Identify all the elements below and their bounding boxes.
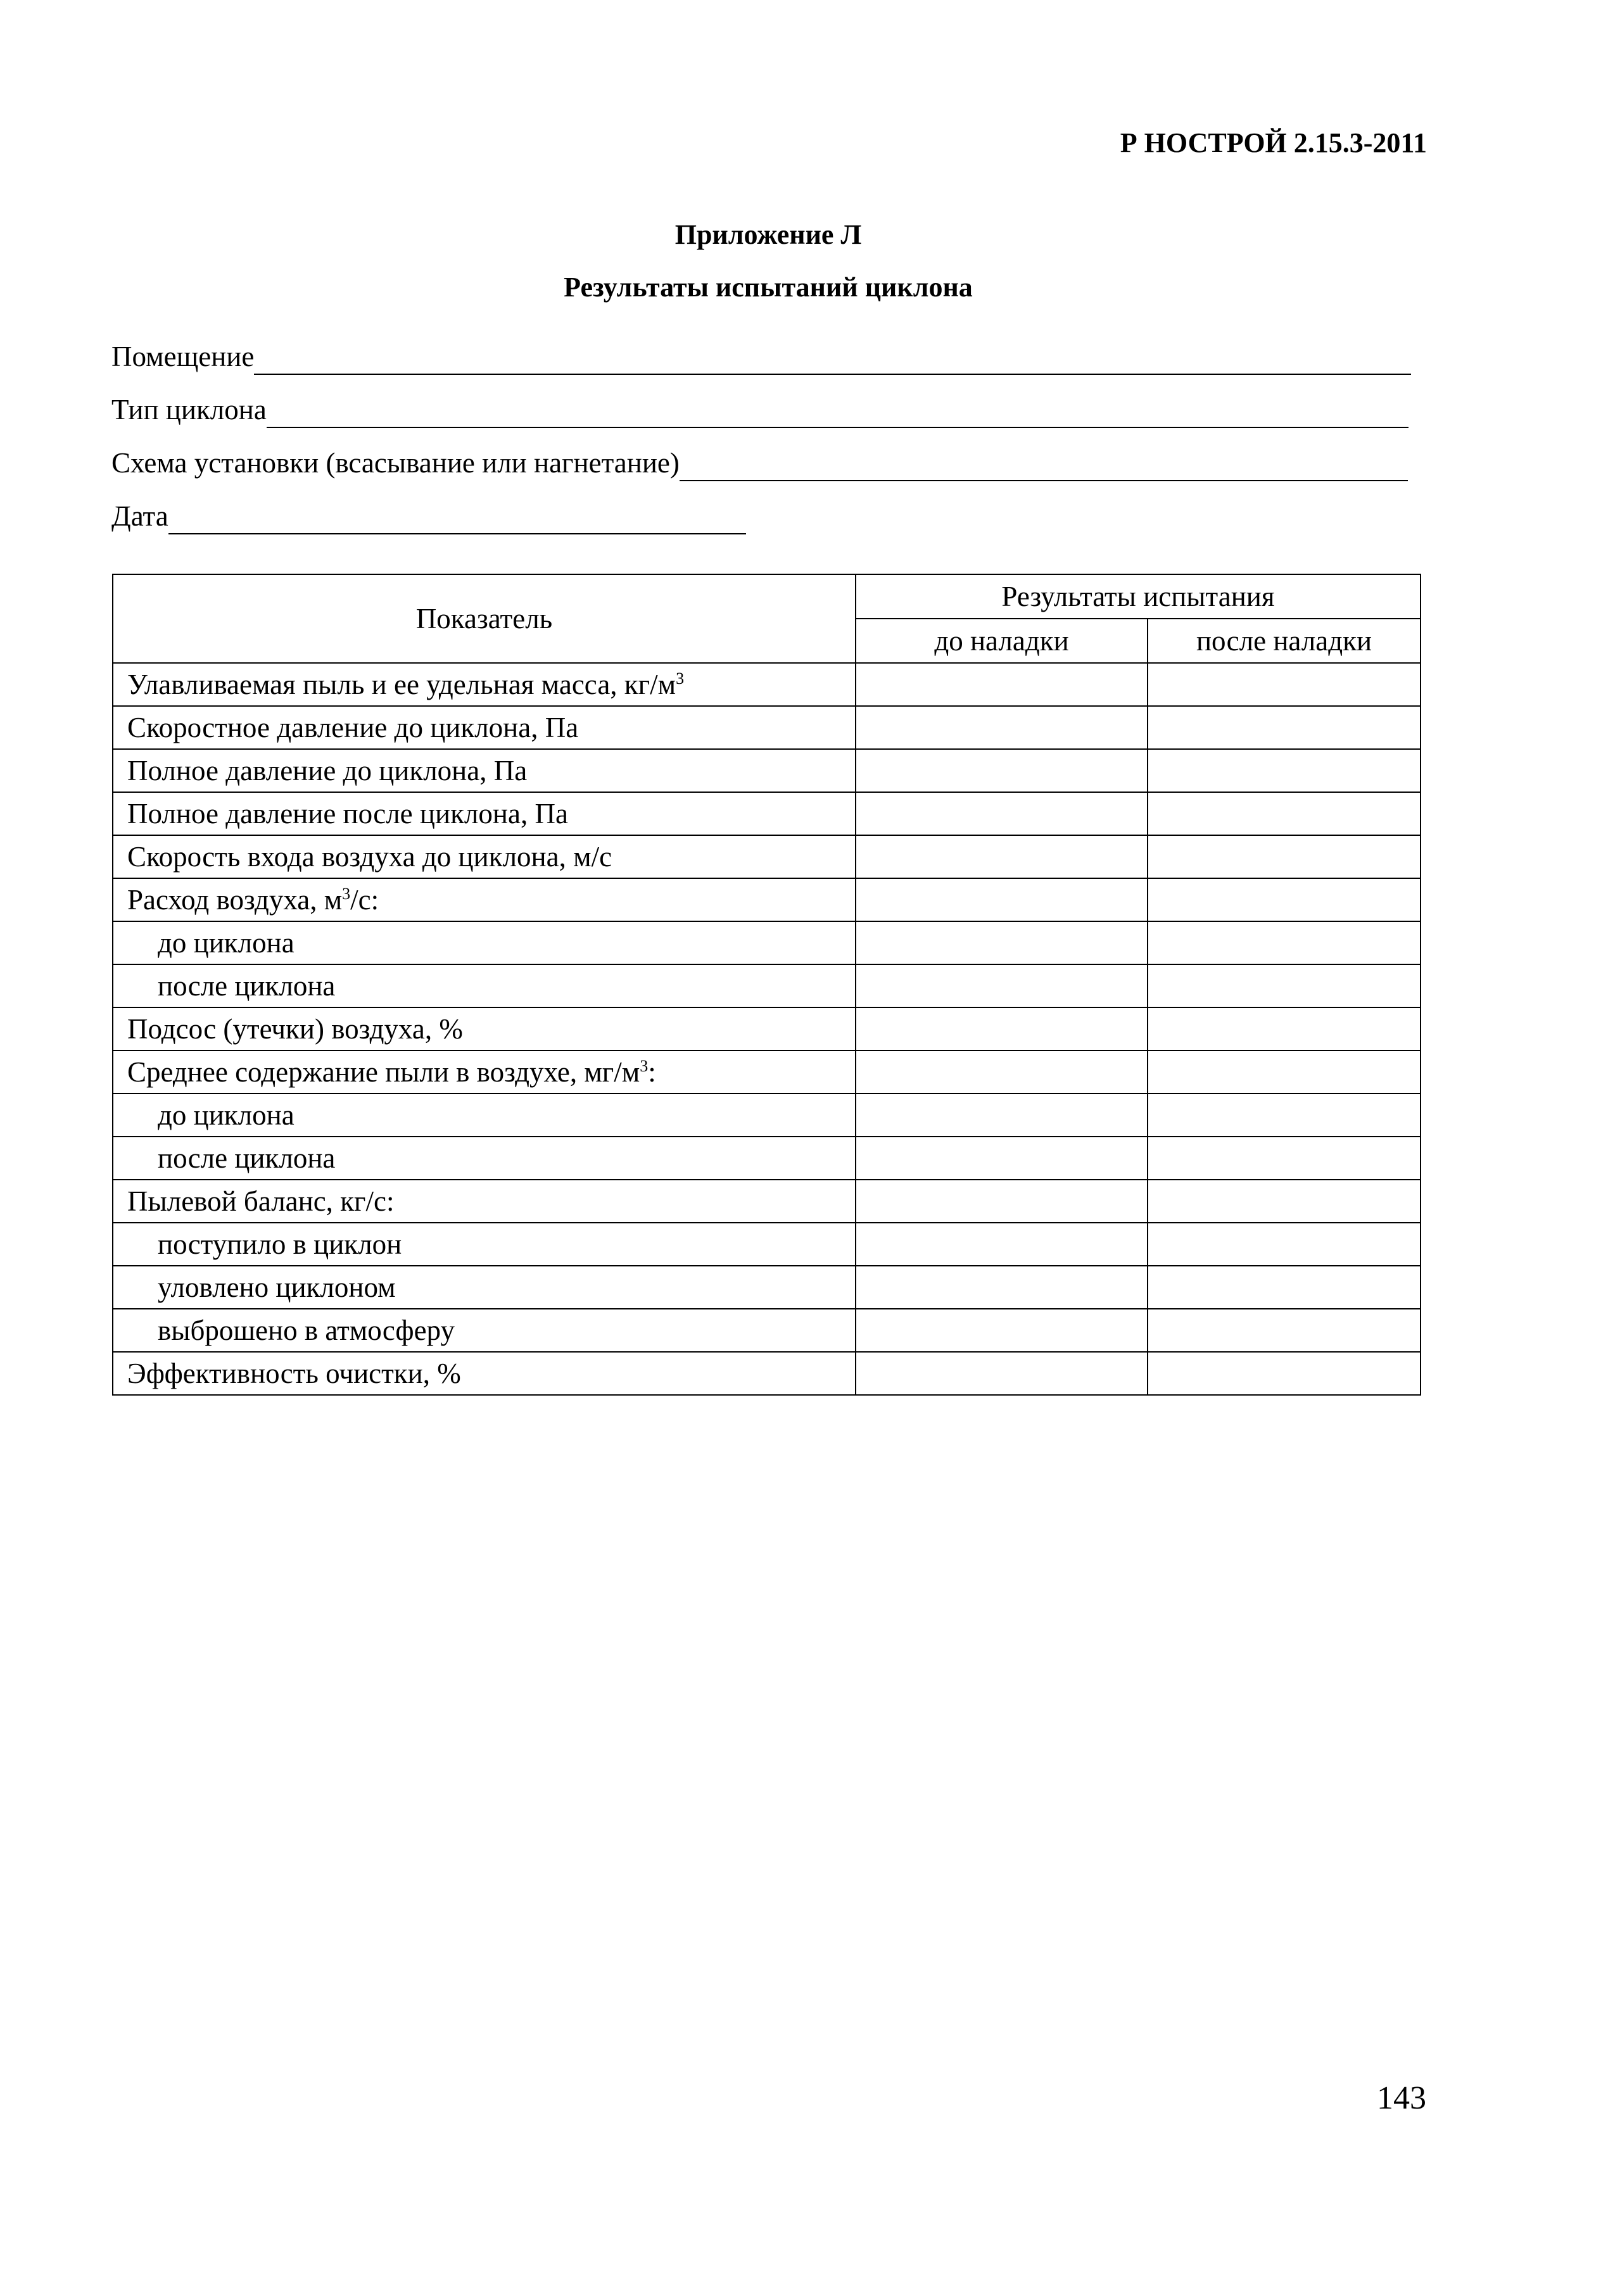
row-label [113,1309,856,1352]
scheme-field [111,443,1408,481]
table-row [113,1094,1421,1137]
after-adjustment-header: после наладки [1148,619,1421,663]
row-label-text: Скорость входа воздуха до циклона, м/с [127,841,612,873]
after-adjustment-cell[interactable] [1148,706,1421,749]
row-label [113,1137,856,1180]
table-row [113,1137,1421,1180]
table-row [113,1007,1421,1050]
appendix-label: Приложение Л [674,219,862,250]
row-label [113,1223,856,1266]
row-label-text: Улавливаемая пыль и ее удельная масса, кг/м [127,669,676,700]
before-adjustment-cell[interactable] [856,792,1148,835]
row-label [113,663,856,706]
after-adjustment-cell[interactable] [1148,663,1421,706]
table-row [113,1266,1421,1309]
before-adjustment-cell[interactable] [856,964,1148,1007]
row-label [113,1050,856,1094]
row-label [113,835,856,878]
date-field [111,496,746,534]
after-adjustment-cell[interactable] [1148,1223,1421,1266]
room-label: Помещение [111,341,255,372]
date-blank-line[interactable] [168,495,746,534]
row-label-superscript: 3 [640,1057,649,1075]
row-label [113,1352,856,1395]
room-blank-line[interactable] [254,336,1411,375]
room-field [111,337,1411,375]
table-row [113,663,1421,706]
row-label [113,1094,856,1137]
table-row [113,1309,1421,1352]
cyclone-type-field [111,390,1409,428]
before-adjustment-cell[interactable] [856,878,1148,921]
row-label [113,878,856,921]
before-adjustment-cell[interactable] [856,1352,1148,1395]
before-adjustment-cell[interactable] [856,706,1148,749]
results-header: Результаты испытания [856,574,1421,619]
after-adjustment-cell[interactable] [1148,964,1421,1007]
cyclone-type-blank-line[interactable] [267,389,1409,428]
after-adjustment-cell[interactable] [1148,749,1421,792]
row-label-text: Подсос (утечки) воздуха, % [127,1013,463,1045]
before-adjustment-cell[interactable] [856,1266,1148,1309]
after-adjustment-cell[interactable] [1148,878,1421,921]
row-label-text: выброшено в атмосферу [158,1315,455,1346]
row-label-tail: /с: [350,884,379,916]
row-label-text: Полное давление до циклона, Па [127,755,528,786]
scheme-blank-line[interactable] [680,442,1408,481]
after-adjustment-cell[interactable] [1148,1137,1421,1180]
before-adjustment-cell[interactable] [856,1137,1148,1180]
before-adjustment-cell[interactable] [856,1180,1148,1223]
date-label: Дата [111,500,168,532]
before-adjustment-cell[interactable] [856,1309,1148,1352]
appendix-title: Результаты испытаний циклона [564,272,973,303]
table-row [113,1352,1421,1395]
table-row [113,878,1421,921]
after-adjustment-cell[interactable] [1148,1309,1421,1352]
row-label-text: Эффективность очистки, % [127,1358,461,1389]
row-label-text: поступило в циклон [158,1228,402,1260]
table-row [113,1050,1421,1094]
after-adjustment-cell[interactable] [1148,1352,1421,1395]
row-label-text: до циклона [158,1099,294,1131]
before-adjustment-cell[interactable] [856,749,1148,792]
after-adjustment-cell[interactable] [1148,1050,1421,1094]
row-label-text: Скоростное давление до циклона, Па [127,712,579,743]
scheme-label: Схема установки (всасывание или нагнетание) [111,447,680,479]
row-label-superscript: 3 [342,885,351,903]
row-label-text: Полное давление после циклона, Па [127,798,568,829]
row-label [113,1266,856,1309]
indicator-header: Показатель [113,574,856,663]
row-label-text: после циклона [158,970,336,1002]
after-adjustment-cell[interactable] [1148,1266,1421,1309]
after-adjustment-cell[interactable] [1148,1007,1421,1050]
before-adjustment-cell[interactable] [856,1094,1148,1137]
after-adjustment-cell[interactable] [1148,792,1421,835]
row-label-text: Среднее содержание пыли в воздухе, мг/м [127,1056,640,1088]
row-label [113,792,856,835]
table-row [113,749,1421,792]
row-label-text: до циклона [158,927,294,959]
table-row [113,1223,1421,1266]
row-label-text: уловлено циклоном [158,1271,396,1303]
after-adjustment-cell[interactable] [1148,1094,1421,1137]
cyclone-type-label: Тип циклона [111,394,267,426]
table-row [113,1180,1421,1223]
after-adjustment-cell[interactable] [1148,921,1421,964]
table-row [113,792,1421,835]
table-row [113,835,1421,878]
table-row [113,706,1421,749]
row-label [113,921,856,964]
before-adjustment-header: до наладки [856,619,1148,663]
row-label-text: Пылевой баланс, кг/с: [127,1185,395,1217]
row-label-text: Расход воздуха, м [127,884,343,916]
before-adjustment-cell[interactable] [856,1223,1148,1266]
row-label [113,706,856,749]
before-adjustment-cell[interactable] [856,1050,1148,1094]
row-label [113,749,856,792]
before-adjustment-cell[interactable] [856,835,1148,878]
results-table [112,574,1421,1396]
before-adjustment-cell[interactable] [856,921,1148,964]
row-label [113,964,856,1007]
after-adjustment-cell[interactable] [1148,835,1421,878]
table-row [113,964,1421,1007]
page-number: 143 [1377,2080,1426,2116]
after-adjustment-cell[interactable] [1148,1180,1421,1223]
table-row [113,921,1421,964]
row-label-tail: : [648,1056,656,1088]
row-label-superscript: 3 [676,669,685,688]
row-label [113,1007,856,1050]
row-label-text: после циклона [158,1142,336,1174]
before-adjustment-cell[interactable] [856,1007,1148,1050]
document-code: Р НОСТРОЙ 2.15.3-2011 [1120,127,1427,158]
row-label [113,1180,856,1223]
before-adjustment-cell[interactable] [856,663,1148,706]
